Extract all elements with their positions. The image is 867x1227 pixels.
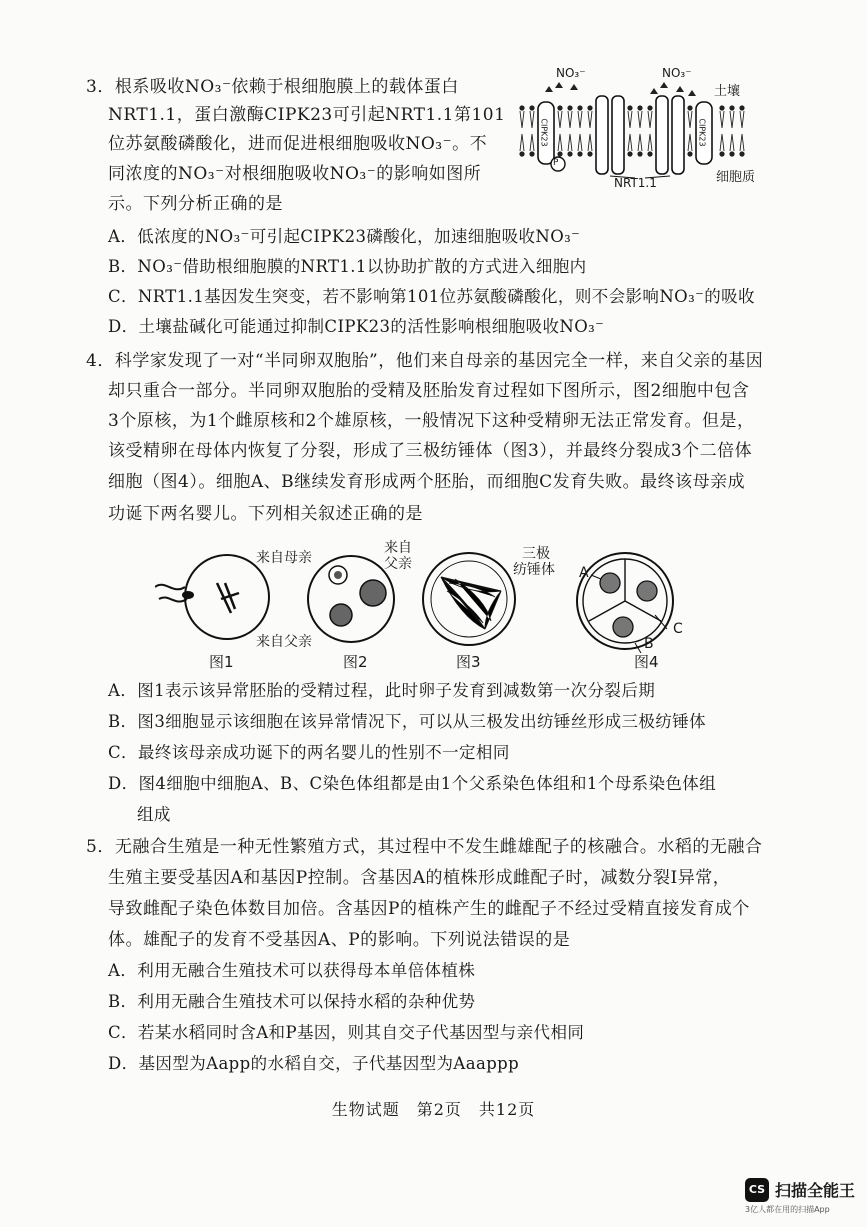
q3-line-4: 同浓度的NO₃⁻对根细胞吸收NO₃⁻的影响如图所: [108, 164, 482, 184]
q3-option-a: A．低浓度的NO₃⁻可引起CIPK23磷酸化，加速细胞吸收NO₃⁻: [108, 227, 581, 246]
phosphate-label: P: [553, 158, 559, 168]
q5-line-1: 5．无融合生殖是一种无性繁殖方式，其过程中不发生雌雄配子的核融合。水稻的无融合: [86, 837, 763, 857]
page-footer: 生物试题 第2页 共12页: [331, 1100, 536, 1119]
q3-line-5: 示。下列分析正确的是: [108, 194, 283, 214]
q5-line-4: 体。雄配子的发育不受基因A、P的影响。下列说法错误的是: [108, 930, 571, 950]
camscanner-logo-icon: CS: [745, 1178, 769, 1202]
q4-line-6: 功诞下两名婴儿。下列相关叙述正确的是: [108, 504, 423, 524]
q3-line-3: 位苏氨酸磷酸化，进而促进根细胞吸收NO₃⁻。不: [108, 134, 488, 154]
q5-option-c: C．若某水稻同时含A和P基因，则其自交子代基因型与亲代相同: [108, 1023, 585, 1042]
q4-option-c: C．最终该母亲成功诞下的两名婴儿的性别不一定相同: [108, 743, 510, 762]
cipk-label-right: CIPK23: [697, 118, 707, 147]
cytoplasm-label: 细胞质: [716, 170, 756, 185]
q3-line-1: 3．根系吸收NO₃⁻依赖于根细胞膜上的载体蛋白: [86, 77, 459, 97]
q4-option-a: A．图1表示该异常胚胎的受精过程，此时卵子发育到减数第一次分裂后期: [108, 681, 656, 700]
from-father-bottom-label: 来自父亲: [256, 634, 312, 650]
fig4-caption: 图4: [634, 653, 659, 671]
q3-line-2: NRT1.1，蛋白激酶CIPK23可引起NRT1.1第101: [108, 105, 506, 125]
q4-line-1: 4．科学家发现了一对“半同卵双胞胎”，他们来自母亲的基因完全一样，来自父亲的基因: [86, 351, 764, 371]
q4-line-5: 细胞（图4）。细胞A、B继续发育形成两个胚胎，而细胞C发育失败。最终该母亲成: [108, 472, 746, 492]
fertilization-diagram: [155, 535, 715, 670]
cell-b-label: B: [644, 636, 654, 652]
q5-line-2: 生殖主要受基因A和基因P控制。含基因A的植株形成雌配子时，减数分裂Ⅰ异常，: [108, 868, 731, 888]
from-mother-label: 来自母亲: [256, 550, 312, 566]
q4-line-3: 3个原核，为1个雌原核和2个雄原核，一般情况下这种受精卵无法正常发育。但是，: [108, 411, 755, 431]
from-father-top-label-2: 父亲: [384, 556, 412, 572]
scanner-subtitle: 3亿人都在用的扫描App: [745, 1205, 830, 1214]
fig1-caption: 图1: [209, 653, 234, 671]
cell-a-label: A: [579, 565, 589, 581]
no3-label-right: NO₃⁻: [662, 66, 692, 80]
fig3-caption: 图3: [456, 653, 481, 671]
q5-option-d: D．基因型为Aapp的水稻自交，子代基因型为Aaappp: [108, 1054, 520, 1073]
q3-option-d: D．土壤盐碱化可能通过抑制CIPK23的活性影响根细胞吸收NO₃⁻: [108, 317, 605, 336]
q3-option-b: B．NO₃⁻借助根细胞膜的NRT1.1以协助扩散的方式进入细胞内: [108, 257, 587, 276]
no3-label-left: NO₃⁻: [556, 66, 586, 80]
cipk-label-left: CIPK23: [539, 118, 549, 147]
q4-option-d: D．图4细胞中细胞A、B、C染色体组都是由1个父系染色体组和1个母系染色体组: [108, 774, 717, 793]
soil-label: 土壤: [714, 84, 741, 99]
q4-option-d-continued: 组成: [137, 805, 171, 824]
nrt-label: NRT1.1: [614, 176, 657, 190]
q3-option-c: C．NRT1.1基因发生突变，若不影响第101位苏氨酸磷酸化，则不会影响NO₃⁻的吸收: [108, 287, 755, 306]
scanner-title: 扫描全能王: [775, 1181, 856, 1200]
q4-option-b: B．图3细胞显示该细胞在该异常情况下，可以从三极发出纺锤丝形成三极纺锤体: [108, 712, 707, 731]
q5-option-b: B．利用无融合生殖技术可以保持水稻的杂种优势: [108, 992, 476, 1011]
nrt-membrane-figure: [510, 66, 775, 196]
q4-line-2: 却只重合一部分。半同卵双胞胎的受精及胚胎发育过程如下图所示，图2细胞中包含: [108, 381, 750, 401]
tripolar-label-1: 三极: [522, 546, 550, 562]
fig2-caption: 图2: [343, 653, 368, 671]
from-father-top-label-1: 来自: [384, 540, 412, 556]
q4-line-4: 该受精卵在母体内恢复了分裂，形成了三极纺锤体（图3），并最终分裂成3个二倍体: [108, 441, 753, 461]
fertilization-figures: [155, 535, 715, 670]
scanner-badge: [745, 1176, 863, 1216]
q5-line-3: 导致雌配子染色体数目加倍。含基因P的植株产生的雌配子不经过受精直接发育成个: [108, 899, 750, 919]
cell-c-label: C: [673, 621, 683, 637]
q5-option-a: A．利用无融合生殖技术可以获得母本单倍体植株: [108, 961, 476, 980]
tripolar-label-2: 纺锤体: [513, 562, 555, 578]
